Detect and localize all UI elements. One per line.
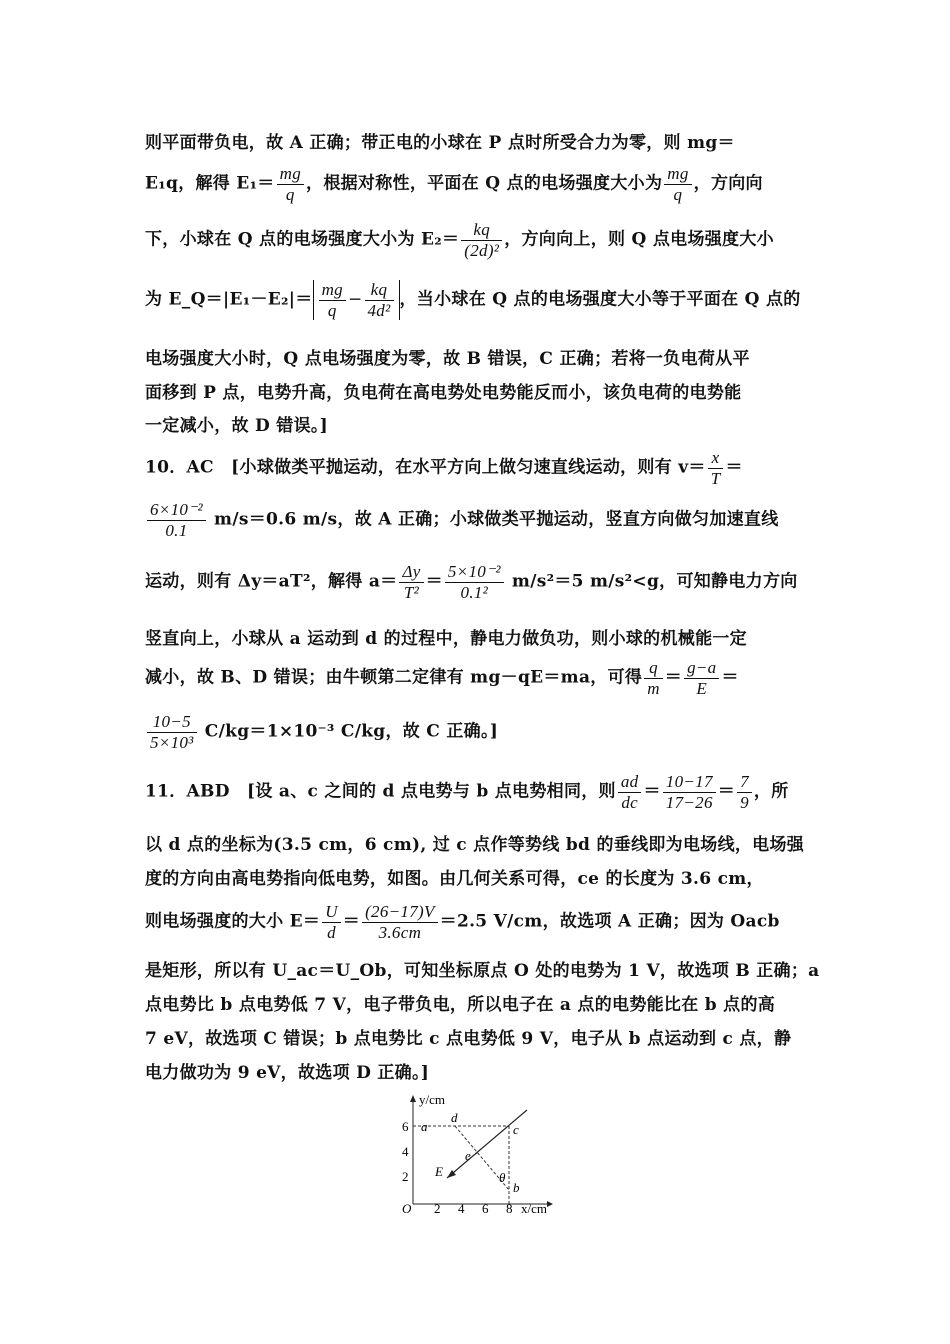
fraction xyxy=(684,658,719,698)
equals-sign: ＝ xyxy=(725,457,743,478)
equals-sign: ＝ xyxy=(721,667,739,688)
coordinate-figure xyxy=(385,1092,555,1217)
fraction xyxy=(737,772,752,812)
x-tick-label: 4 xyxy=(458,1201,465,1216)
denominator: 17−26 xyxy=(665,792,713,812)
numerator: kq xyxy=(365,280,394,301)
x-tick-label: 6 xyxy=(482,1201,489,1216)
text-span: m/s²＝5 m/s²<g，可知静电力方向 xyxy=(505,571,798,592)
fraction xyxy=(147,500,206,540)
equals-sign: ＝ xyxy=(717,781,736,802)
text-line xyxy=(145,772,805,812)
text-span: ，当小球在 Q 点的电场强度大小等于平面在 Q 点的 xyxy=(399,289,801,310)
point-e-label: e xyxy=(465,1148,471,1163)
text-line xyxy=(145,658,805,698)
denominator: T² xyxy=(403,582,420,602)
fraction xyxy=(708,448,724,488)
y-axis-arrow xyxy=(410,1095,416,1102)
text-line xyxy=(145,1058,805,1083)
denominator: m xyxy=(647,678,660,698)
text-span: 度的方向由高电势指向低电势，如图。由几何关系可得，ce 的长度为 3.6 cm， xyxy=(145,869,764,889)
fraction xyxy=(147,712,197,752)
numerator: kq xyxy=(461,220,502,241)
y-tick-label: 4 xyxy=(402,1144,409,1159)
text-line xyxy=(145,712,805,752)
text-span: ，所 xyxy=(753,781,789,802)
minus-sign: − xyxy=(347,289,363,310)
fraction xyxy=(644,658,663,698)
angle-label: θ xyxy=(499,1170,506,1185)
numerator: ad xyxy=(618,772,642,793)
denominator: 5×10³ xyxy=(150,732,194,752)
text-span: E₁q，解得 E₁＝ xyxy=(145,173,275,194)
text-line xyxy=(145,864,805,889)
numerator: mg xyxy=(319,280,346,301)
point-a-label: a xyxy=(421,1119,428,1134)
text-span: 一定减小，故 D 错误。] xyxy=(145,416,329,436)
text-span: 以 d 点的坐标为(3.5 cm，6 cm), 过 c 点作等势线 bd 的垂线即为电场线，电场强 xyxy=(145,835,805,855)
equals-sign: ＝ xyxy=(643,781,661,802)
text-line xyxy=(145,411,805,436)
text-span: ，根据对称性，平面在 Q 点的电场强度大小为 xyxy=(306,173,663,194)
numerator: 5×10⁻² xyxy=(445,562,504,583)
denominator: 4d² xyxy=(367,300,391,320)
fraction xyxy=(399,562,423,602)
fraction xyxy=(365,280,394,320)
text-span: ，方向向 xyxy=(693,173,763,194)
fraction xyxy=(461,220,502,260)
numerator: (26−17)V xyxy=(362,902,438,923)
text-line xyxy=(145,562,805,602)
text-line xyxy=(145,280,805,320)
denominator: q xyxy=(673,184,683,204)
field-label: E xyxy=(435,1164,443,1179)
denominator: 0.1 xyxy=(165,520,188,540)
fraction xyxy=(445,562,504,602)
numerator: mg xyxy=(664,164,691,185)
text-span: 则平面带负电，故 A 正确；带正电的小球在 P 点时所受合力为零，则 mg＝ xyxy=(145,133,735,153)
point-c-label: c xyxy=(513,1122,519,1137)
x-axis-arrow xyxy=(547,1201,553,1207)
denominator: q xyxy=(327,300,337,320)
text-span: 减小，故 B、D 错误；由牛顿第二定律有 mg－qE＝ma，可得 xyxy=(145,667,643,688)
denominator: (2d)² xyxy=(464,240,500,260)
numerator: Δy xyxy=(399,562,423,583)
text-line xyxy=(145,220,805,260)
fraction xyxy=(362,902,438,942)
denominator: 9 xyxy=(740,792,749,812)
text-span: C/kg＝1×10⁻³ C/kg，故 C 正确。] xyxy=(198,721,499,742)
numerator: g−a xyxy=(684,658,719,679)
fraction xyxy=(663,772,716,812)
text-line xyxy=(145,344,805,369)
text-span: 7 eV，故选项 C 错误；b 点电势比 c 点电势低 9 V，电子从 b 点运动到 c 点，静 xyxy=(145,1029,792,1049)
denominator: d xyxy=(327,922,336,942)
text-span: 点电势比 b 点电势低 7 V，电子带负电，所以电子在 a 点的电势能比在 b 点的高 xyxy=(145,995,776,1015)
origin-label: O xyxy=(402,1201,412,1216)
numerator: x xyxy=(708,448,724,469)
absolute-value xyxy=(313,280,400,320)
text-span: 为 E_Q＝|E₁－E₂|＝ xyxy=(145,289,313,310)
fraction xyxy=(618,772,642,812)
text-span: 竖直向上，小球从 a 运动到 d 的过程中，静电力做负功，则小球的机械能一定 xyxy=(145,629,747,649)
numerator: q xyxy=(644,658,663,679)
text-span: 电场强度大小时，Q 点电场强度为零，故 B 错误，C 正确；若将一负电荷从平 xyxy=(145,349,750,369)
numerator: U xyxy=(322,902,341,923)
y-tick-label: 2 xyxy=(402,1169,409,1184)
point-d-label: d xyxy=(451,1110,458,1125)
text-span: 10．AC [小球做类平抛运动，在水平方向上做匀速直线运动，则有 v＝ xyxy=(145,457,706,478)
fraction xyxy=(277,164,304,204)
field-line xyxy=(447,1110,527,1178)
text-span: 下，小球在 Q 点的电场强度大小为 E₂＝ xyxy=(145,229,460,250)
denominator: 3.6cm xyxy=(378,922,422,942)
denominator: dc xyxy=(621,792,638,812)
text-line xyxy=(145,500,805,540)
point-b-label: b xyxy=(513,1180,520,1195)
text-span: m/s＝0.6 m/s，故 A 正确；小球做类平抛运动，竖直方向做匀加速直线 xyxy=(207,509,779,530)
x-tick-label: 8 xyxy=(506,1201,513,1216)
x-axis-label: x/cm xyxy=(521,1201,547,1216)
text-line xyxy=(145,902,805,942)
text-span: 运动，则有 Δy＝aT²，解得 a＝ xyxy=(145,571,398,592)
equals-sign: ＝ xyxy=(425,571,443,592)
text-line xyxy=(145,990,805,1015)
text-line xyxy=(145,448,805,488)
equals-sign: ＝ xyxy=(342,911,361,932)
text-span: 11．ABD [设 a、c 之间的 d 点电势与 b 点电势相同，则 xyxy=(145,781,616,802)
text-span: 则电场强度的大小 E＝ xyxy=(145,911,321,932)
text-line xyxy=(145,1024,805,1049)
text-span: ，方向向上，则 Q 点电场强度大小 xyxy=(504,229,774,250)
text-line xyxy=(145,624,805,649)
text-line xyxy=(145,128,805,153)
text-line xyxy=(145,830,805,855)
denominator: E xyxy=(696,678,708,698)
y-axis-label: y/cm xyxy=(419,1092,445,1107)
numerator: 10−17 xyxy=(663,772,716,793)
text-line xyxy=(145,378,805,403)
text-span: ＝2.5 V/cm，故选项 A 正确；因为 Oacb xyxy=(439,911,780,932)
denominator: 0.1² xyxy=(460,582,489,602)
fraction xyxy=(664,164,691,204)
equals-sign: ＝ xyxy=(664,667,683,688)
numerator: 10−5 xyxy=(147,712,197,733)
text-span: 电力做功为 9 eV，故选项 D 正确。] xyxy=(145,1063,430,1083)
denominator: T xyxy=(710,468,721,488)
numerator: mg xyxy=(277,164,304,185)
numerator: 6×10⁻² xyxy=(147,500,206,521)
y-tick-label: 6 xyxy=(402,1119,409,1134)
numerator: 7 xyxy=(737,772,752,793)
text-span: 面移到 P 点，电势升高，负电荷在高电势处电势能反而小，该负电荷的电势能 xyxy=(145,383,742,403)
x-tick-label: 2 xyxy=(434,1201,441,1216)
fraction xyxy=(319,280,346,320)
text-line xyxy=(145,164,805,204)
denominator: q xyxy=(285,184,295,204)
text-line xyxy=(145,956,820,981)
fraction xyxy=(322,902,341,942)
text-span: 是矩形，所以有 U_ac＝U_Ob，可知坐标原点 O 处的电势为 1 V，故选项 B 正确；a xyxy=(145,961,820,981)
